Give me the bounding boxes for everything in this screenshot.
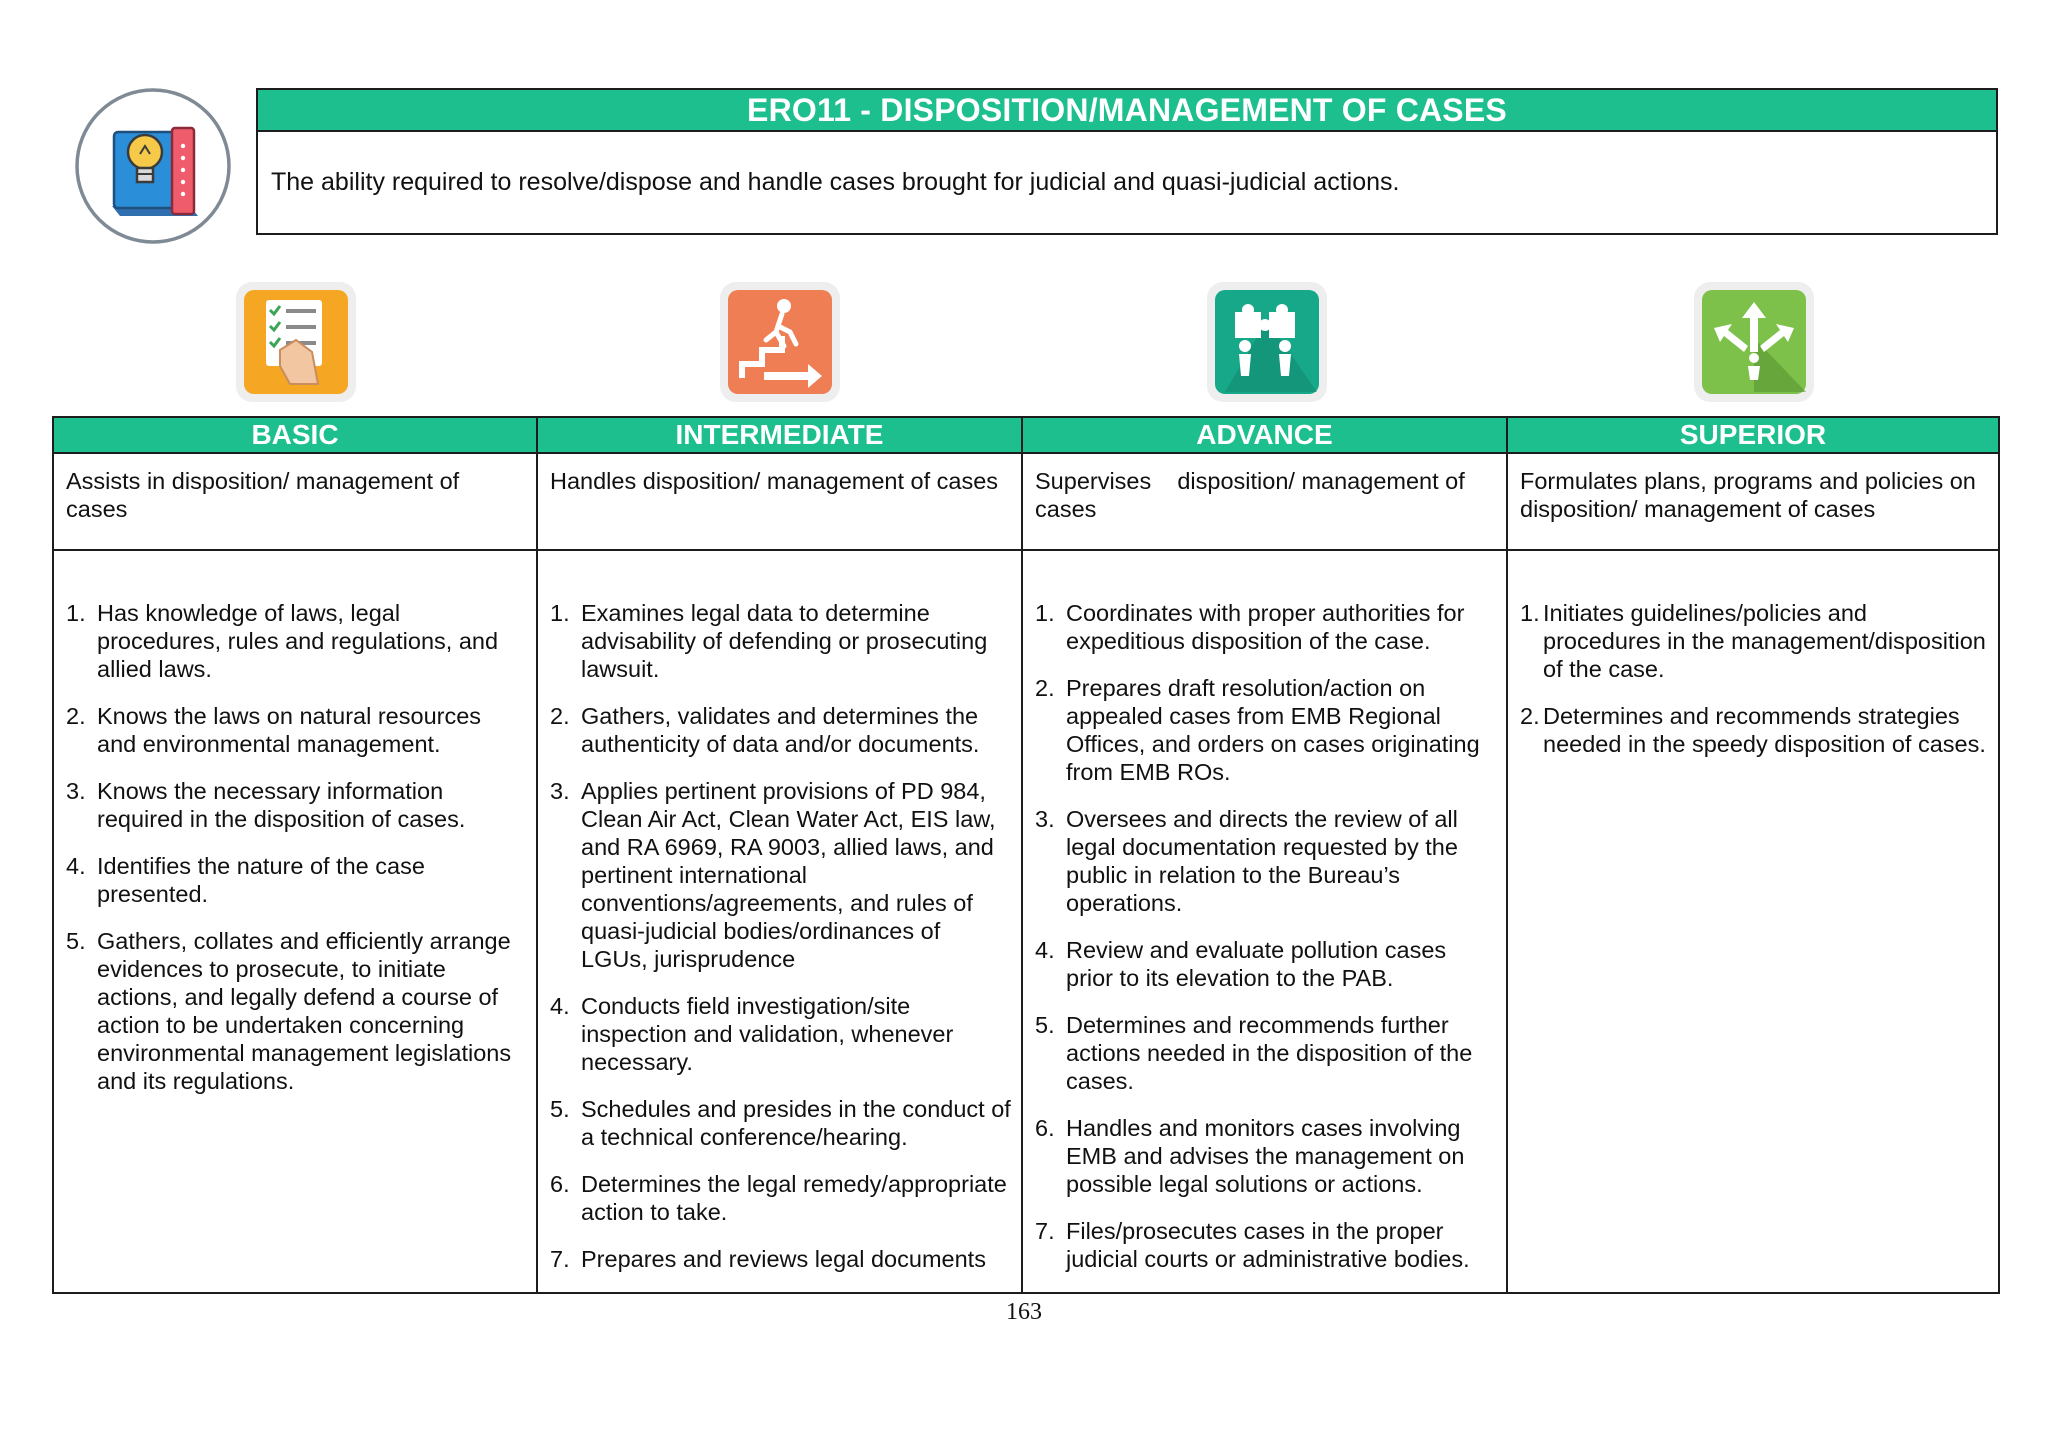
item-text: Determines the legal remedy/appropriate action to take. xyxy=(581,1171,1007,1225)
item-number: 4. xyxy=(66,853,86,879)
crossroads-icon xyxy=(1692,280,1816,404)
list-item xyxy=(1035,936,1496,992)
list-item xyxy=(1035,805,1496,917)
item-text: Prepares and reviews legal documents xyxy=(581,1246,986,1272)
list-item xyxy=(550,599,1011,683)
item-text: Prepares draft resolution/action on appealed cases from EMB Regional Offices, and orders on cases originating from EMB ROs. xyxy=(1066,675,1480,785)
indicator-list xyxy=(1520,599,1988,758)
indicators-intermediate xyxy=(537,550,1022,1293)
item-text: Gathers, validates and determines the authenticity of data and/or documents. xyxy=(581,703,980,757)
item-text: Examines legal data to determine advisability of defending or prosecuting lawsuit. xyxy=(581,600,988,682)
list-item xyxy=(1520,599,1988,683)
competency-title: ERO11 - DISPOSITION/MANAGEMENT OF CASES xyxy=(258,90,1996,132)
item-number: 2. xyxy=(66,703,86,729)
item-number: 5. xyxy=(1035,1012,1055,1038)
level-header-advance: ADVANCE xyxy=(1022,417,1507,453)
item-text: Schedules and presides in the conduct of a technical conference/hearing. xyxy=(581,1096,1011,1150)
item-text: Has knowledge of laws, legal procedures, rules and regulations, and allied laws. xyxy=(97,600,499,682)
item-number: 2. xyxy=(550,703,570,729)
item-number: 6. xyxy=(550,1171,570,1197)
definition-intermediate: Handles disposition/ management of cases xyxy=(537,453,1022,550)
definition-basic: Assists in disposition/ management of cases xyxy=(53,453,537,550)
stair-climber-icon xyxy=(718,280,842,404)
definition-superior: Formulates plans, programs and policies on disposition/ management of cases xyxy=(1507,453,1999,550)
level-header-basic: BASIC xyxy=(53,417,537,453)
item-text: Initiates guidelines/policies and procedures in the management/disposition of the case. xyxy=(1543,600,1986,682)
item-text: Conducts field investigation/site inspection and validation, whenever necessary. xyxy=(581,993,954,1075)
item-number: 3. xyxy=(1035,806,1055,832)
page-number: 163 xyxy=(1006,1299,1042,1325)
list-item xyxy=(66,702,526,758)
indicator-list xyxy=(550,599,1011,1273)
item-text: Determines and recommends further actions needed in the disposition of the cases. xyxy=(1066,1012,1473,1094)
list-item xyxy=(66,927,526,1095)
item-text: Applies pertinent provisions of PD 984, Clean Air Act, Clean Water Act, EIS law, and RA 6969, RA 9003, allied laws, and pertinent international conventions/agreements, and rules of quasi-judicial bodies/ordinances of LGUs, jurisprudence xyxy=(581,778,996,972)
proficiency-table xyxy=(52,416,2000,1294)
list-item xyxy=(66,777,526,833)
item-number: 7. xyxy=(550,1246,570,1272)
list-item xyxy=(550,1095,1011,1151)
competency-header xyxy=(256,88,1998,235)
item-number: 2. xyxy=(1035,675,1055,701)
indicators-advance xyxy=(1022,550,1507,1293)
competency-description: The ability required to resolve/dispose and handle cases brought for judicial and quasi-judicial actions. xyxy=(271,168,1400,196)
item-text: Knows the necessary information required in the disposition of cases. xyxy=(97,778,466,832)
indicator-list xyxy=(1035,599,1496,1273)
item-number: 2. xyxy=(1520,703,1540,729)
item-number: 5. xyxy=(550,1096,570,1122)
item-text: Files/prosecutes cases in the proper judicial courts or administrative bodies. xyxy=(1066,1218,1470,1272)
item-text: Coordinates with proper authorities for expeditious disposition of the case. xyxy=(1066,600,1465,654)
checklist-hand-icon xyxy=(234,280,358,404)
behavioral-indicators-row xyxy=(53,550,1999,1293)
indicators-basic xyxy=(53,550,537,1293)
list-item xyxy=(550,992,1011,1076)
list-item xyxy=(1035,1217,1496,1273)
item-number: 4. xyxy=(1035,937,1055,963)
level-header-intermediate: INTERMEDIATE xyxy=(537,417,1022,453)
level-header-superior: SUPERIOR xyxy=(1507,417,1999,453)
item-number: 6. xyxy=(1035,1115,1055,1141)
list-item xyxy=(66,852,526,908)
list-item xyxy=(550,702,1011,758)
list-item xyxy=(66,599,526,683)
item-text: Knows the laws on natural resources and environmental management. xyxy=(97,703,482,757)
definition-advance: Supervises disposition/ management of cases xyxy=(1022,453,1507,550)
indicators-superior xyxy=(1507,550,1999,1293)
item-number: 3. xyxy=(66,778,86,804)
puzzle-people-icon xyxy=(1205,280,1329,404)
item-text: Oversees and directs the review of all legal documentation requested by the public in relation to the Bureau’s operations. xyxy=(1066,806,1458,916)
item-number: 1. xyxy=(66,600,86,626)
item-text: Determines and recommends strategies needed in the speedy disposition of cases. xyxy=(1543,703,1986,757)
list-item xyxy=(550,1170,1011,1226)
list-item xyxy=(550,777,1011,973)
item-text: Handles and monitors cases involving EMB and advises the management on possible legal solutions or actions. xyxy=(1066,1115,1465,1197)
level-header-row xyxy=(53,417,1999,453)
item-text: Review and evaluate pollution cases prior to its elevation to the PAB. xyxy=(1066,937,1447,991)
item-number: 7. xyxy=(1035,1218,1055,1244)
list-item xyxy=(550,1245,1011,1273)
item-number: 1. xyxy=(550,600,570,626)
item-number: 1. xyxy=(1035,600,1055,626)
level-definition-row xyxy=(53,453,1999,550)
indicator-list xyxy=(66,599,526,1095)
list-item xyxy=(1035,599,1496,655)
item-text: Identifies the nature of the case presented. xyxy=(97,853,425,907)
item-number: 3. xyxy=(550,778,570,804)
item-text: Gathers, collates and efficiently arrange evidences to prosecute, to initiate actions, and legally defend a course of action to be undertaken concerning environmental management legislations and its regulations. xyxy=(97,928,512,1094)
list-item xyxy=(1035,1114,1496,1198)
list-item xyxy=(1035,1011,1496,1095)
item-number: 1. xyxy=(1520,600,1540,626)
item-number: 4. xyxy=(550,993,570,1019)
book-lightbulb-logo-icon xyxy=(72,88,234,244)
item-number: 5. xyxy=(66,928,86,954)
list-item xyxy=(1520,702,1988,758)
list-item xyxy=(1035,674,1496,786)
